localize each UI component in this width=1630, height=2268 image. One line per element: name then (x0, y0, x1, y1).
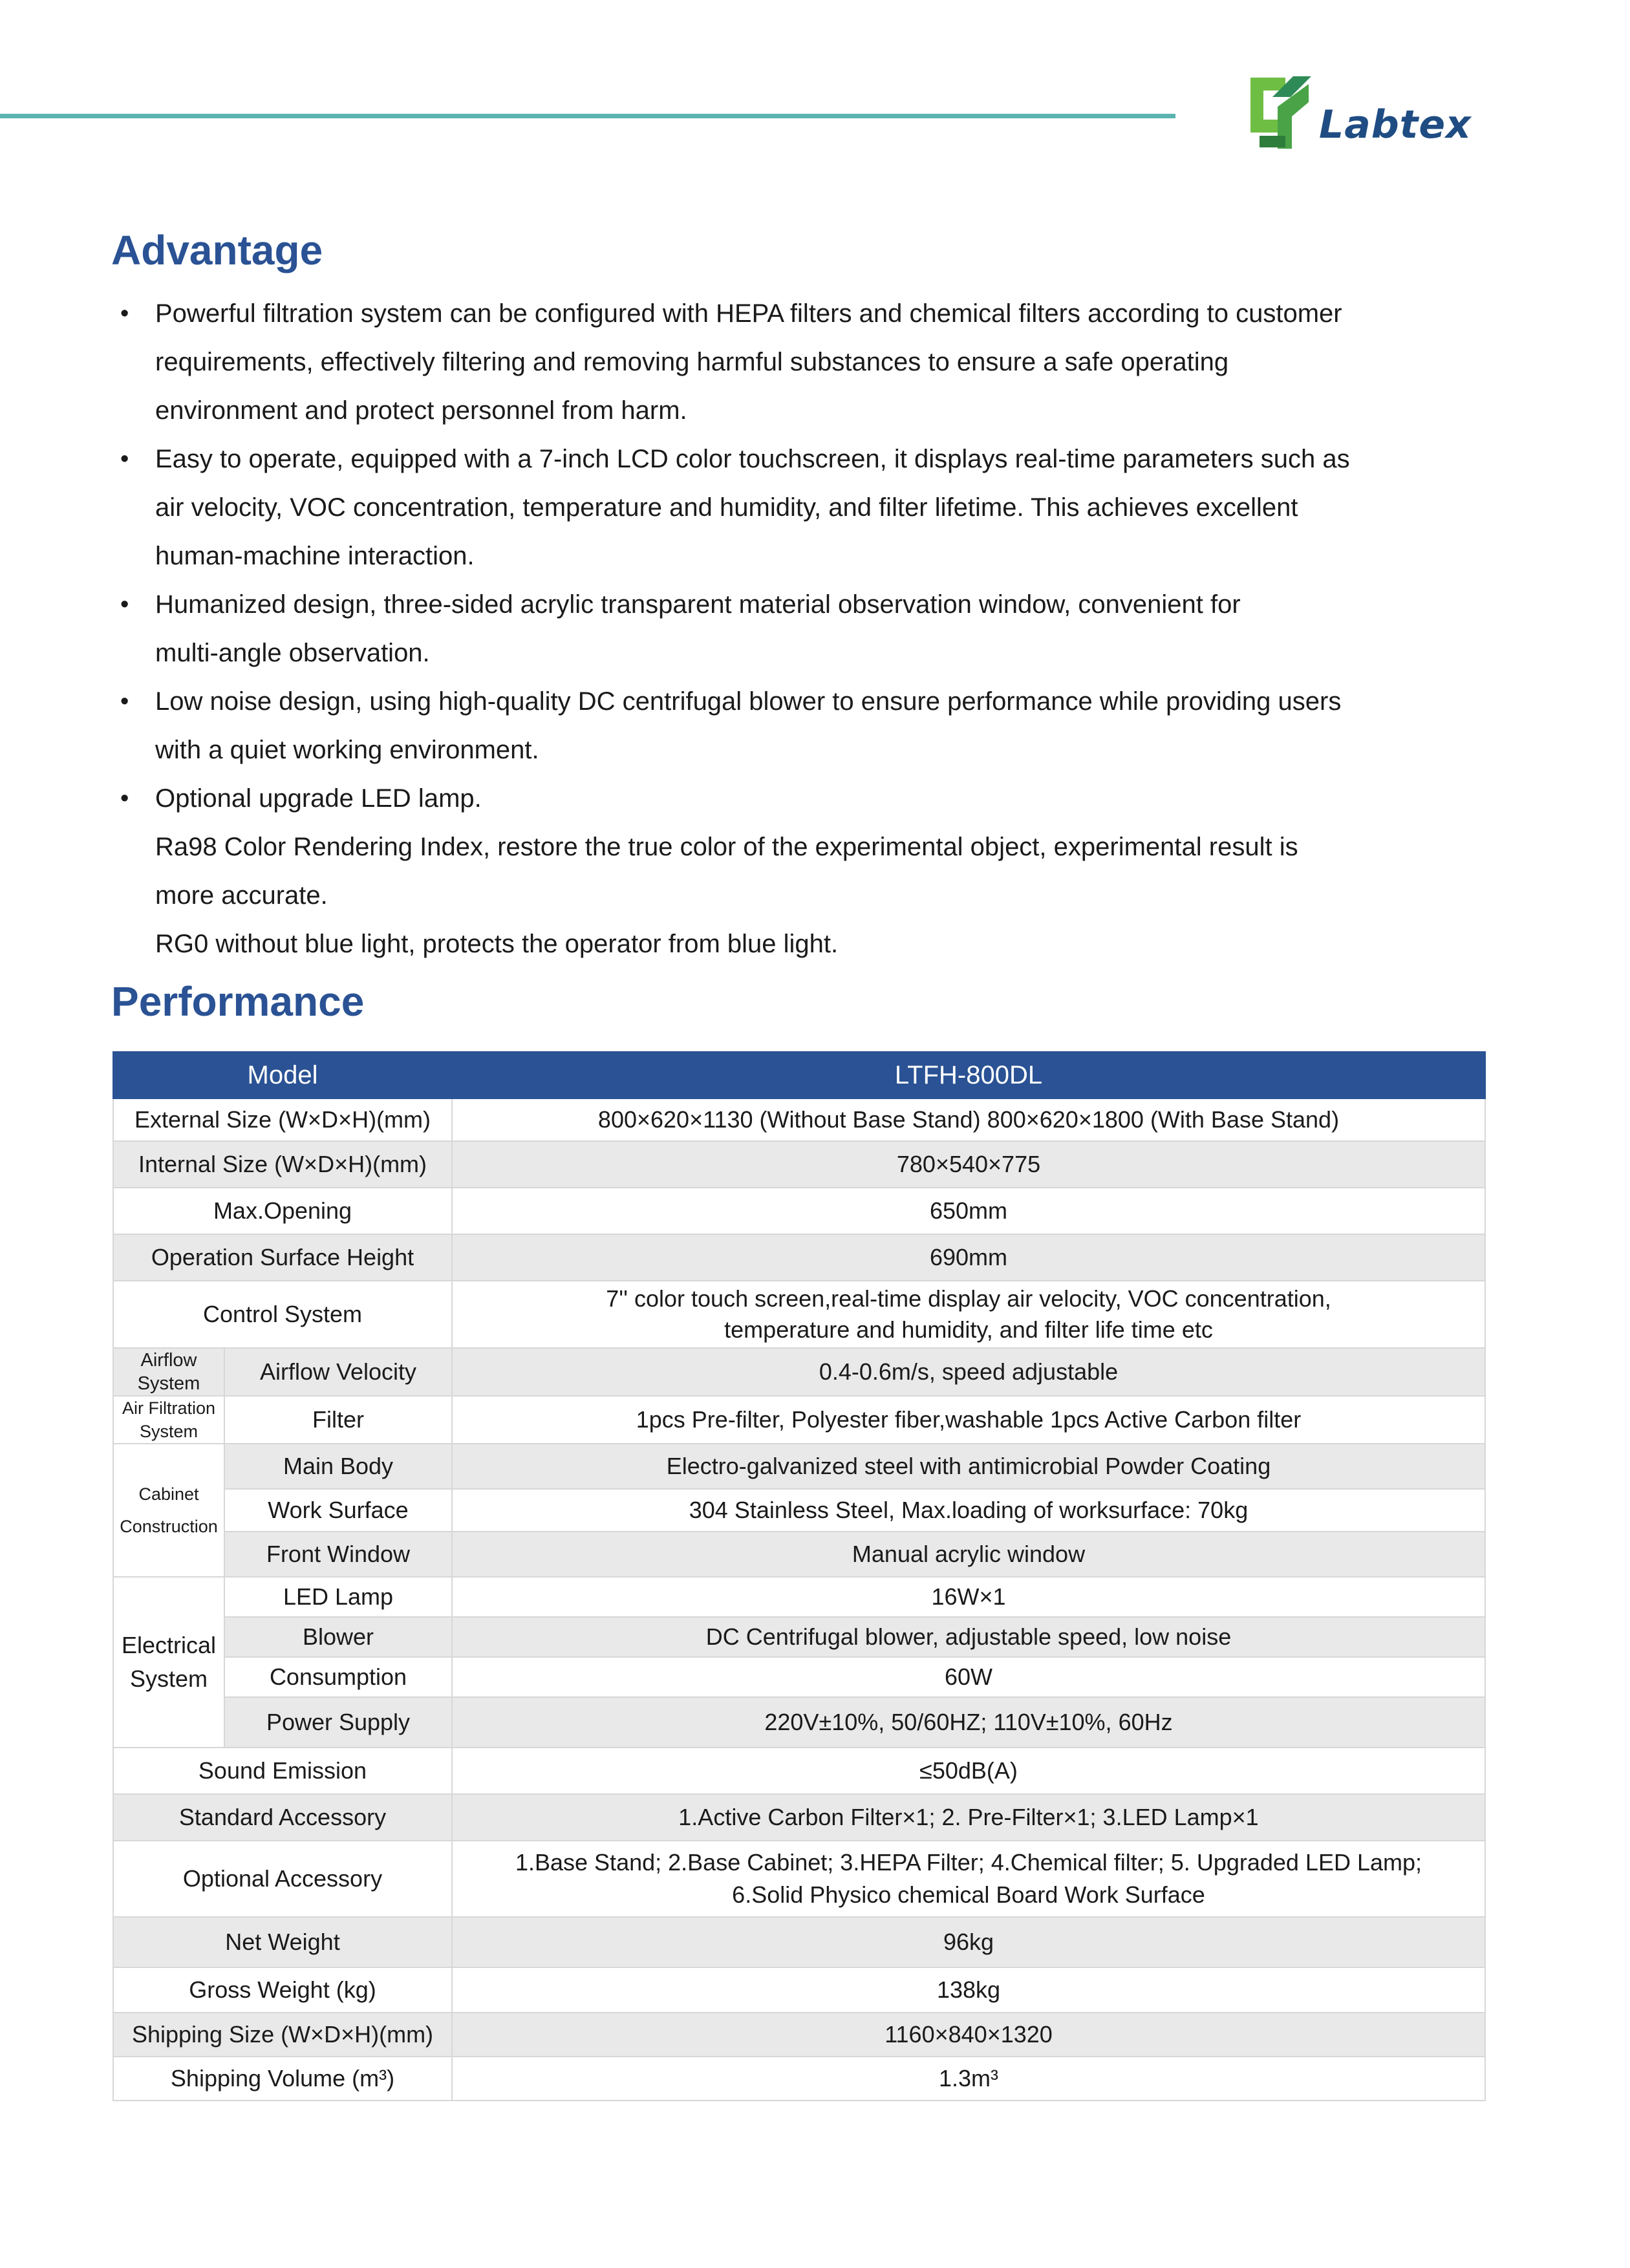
row-label: Filter (224, 1396, 452, 1444)
list-item: • Humanized design, three-sided acrylic transparent material observation window, convenient for (111, 581, 1501, 629)
row-value: 1pcs Pre-filter, Polyester fiber,washable 1pcs Active Carbon filter (452, 1396, 1485, 1444)
row-value (452, 1841, 1485, 1917)
row-value: 16W×1 (452, 1577, 1485, 1617)
row-value: 800×620×1130 (Without Base Stand) 800×620×1800 (With Base Stand) (452, 1098, 1485, 1141)
list-item-continuation: Ra98 Color Rendering Index, restore the true color of the experimental object, experimental result is (155, 833, 1298, 861)
row-value: 304 Stainless Steel, Max.loading of worksurface: 70kg (452, 1489, 1485, 1532)
row-label: Main Body (224, 1444, 452, 1489)
row-label: Control System (113, 1281, 452, 1348)
row-group-label: Air Filtration System (113, 1396, 224, 1444)
row-value: 96kg (452, 1917, 1485, 1967)
row-label: Consumption (224, 1657, 452, 1697)
list-item-continuation: more accurate. (155, 881, 328, 910)
row-value: 780×540×775 (452, 1141, 1485, 1188)
table-row (113, 1188, 1485, 1234)
column-header-model: Model (113, 1052, 452, 1098)
row-value: 1.3m³ (452, 2057, 1485, 2101)
row-label: Max.Opening (113, 1188, 452, 1234)
row-label: Blower (224, 1617, 452, 1657)
row-label: External Size (W×D×H)(mm) (113, 1098, 452, 1141)
row-label: Shipping Size (W×D×H)(mm) (113, 2013, 452, 2057)
row-label: Operation Surface Height (113, 1234, 452, 1281)
table-row (113, 1657, 1485, 1697)
column-header-model-value: LTFH-800DL (452, 1052, 1485, 1098)
row-label: Power Supply (224, 1697, 452, 1748)
row-label: Sound Emission (113, 1748, 452, 1794)
advantage-list (111, 290, 1501, 968)
list-item: • Easy to operate, equipped with a 7-inch LCD color touchscreen, it displays real-time parameters such as (111, 435, 1501, 484)
bullet-icon: • (120, 785, 129, 812)
row-label: Airflow Velocity (224, 1348, 452, 1396)
table-row (113, 1917, 1485, 1967)
row-value: 0.4-0.6m/s, speed adjustable (452, 1348, 1485, 1396)
table-row (113, 1748, 1485, 1794)
row-group-label: Electrical System (113, 1577, 224, 1748)
row-value: 690mm (452, 1234, 1485, 1281)
list-item-continuation: with a quiet working environment. (155, 736, 539, 764)
table-row (113, 1577, 1485, 1617)
row-value-line: 6.Solid Physico chemical Board Work Surface (732, 1881, 1205, 1908)
table-row (113, 1967, 1485, 2013)
list-item-continuation: requirements, effectively filtering and removing harmful substances to ensure a safe operating (155, 348, 1229, 376)
bullet-icon: • (120, 445, 129, 473)
row-value: 650mm (452, 1188, 1485, 1234)
table-row (113, 1489, 1485, 1532)
bullet-icon: • (120, 688, 129, 715)
performance-table (113, 1051, 1486, 2101)
row-label: Front Window (224, 1532, 452, 1577)
row-value: 138kg (452, 1967, 1485, 2013)
row-value: 1.Active Carbon Filter×1; 2. Pre-Filter×1; 3.LED Lamp×1 (452, 1794, 1485, 1841)
row-label: Optional Accessory (113, 1841, 452, 1917)
row-label: Work Surface (224, 1489, 452, 1532)
list-item-continuation: air velocity, VOC concentration, temperature and humidity, and filter lifetime. This achieves excellent (155, 493, 1298, 522)
table-row (113, 2013, 1485, 2057)
table-row (113, 1794, 1485, 1841)
advantage-heading: Advantage (111, 227, 323, 273)
performance-heading: Performance (111, 978, 365, 1025)
row-value: ≤50dB(A) (452, 1748, 1485, 1794)
list-item: • Optional upgrade LED lamp. (111, 775, 1501, 823)
row-label: Net Weight (113, 1917, 452, 1967)
bullet-icon: • (120, 591, 129, 618)
table-row (113, 1532, 1485, 1577)
list-item-continuation: environment and protect personnel from harm. (155, 396, 687, 425)
list-item-continuation: multi-angle observation. (155, 639, 430, 667)
table-row (113, 1281, 1485, 1348)
row-value-line: temperature and humidity, and filter life time etc (724, 1316, 1213, 1343)
row-value: Manual acrylic window (452, 1532, 1485, 1577)
row-label: LED Lamp (224, 1577, 452, 1617)
bullet-icon: • (120, 300, 129, 327)
row-value-line: 7'' color touch screen,real-time display air velocity, VOC concentration, (606, 1285, 1331, 1312)
row-value: 220V±10%, 50/60HZ; 110V±10%, 60Hz (452, 1697, 1485, 1748)
row-value: 60W (452, 1657, 1485, 1697)
row-label: Internal Size (W×D×H)(mm) (113, 1141, 452, 1188)
row-value: 1160×840×1320 (452, 2013, 1485, 2057)
table-row (113, 2057, 1485, 2101)
table-row (113, 1141, 1485, 1188)
table-row (113, 1444, 1485, 1489)
table-row (113, 1348, 1485, 1396)
row-label: Standard Accessory (113, 1794, 452, 1841)
table-header-row (113, 1052, 1485, 1098)
table-row (113, 1617, 1485, 1657)
table-row (113, 1396, 1485, 1444)
row-value: DC Centrifugal blower, adjustable speed, low noise (452, 1617, 1485, 1657)
brand-name: Labtex (1319, 102, 1472, 147)
table-row (113, 1098, 1485, 1141)
list-item: • Low noise design, using high-quality DC centrifugal blower to ensure performance while providing users (111, 678, 1501, 726)
row-label: Shipping Volume (m³) (113, 2057, 452, 2101)
table-row (113, 1841, 1485, 1917)
row-group-label: Cabinet Construction (113, 1444, 224, 1577)
row-value-line: 1.Base Stand; 2.Base Cabinet; 3.HEPA Filter; 4.Chemical filter; 5. Upgraded LED Lamp; (515, 1849, 1422, 1876)
row-value: Electro-galvanized steel with antimicrobial Powder Coating (452, 1444, 1485, 1489)
list-item-continuation: human-machine interaction. (155, 542, 475, 570)
list-item-continuation: RG0 without blue light, protects the operator from blue light. (155, 930, 839, 958)
row-value (452, 1281, 1485, 1348)
row-group-label: Airflow System (113, 1348, 224, 1396)
table-row (113, 1697, 1485, 1748)
header-accent-rule (0, 114, 1175, 118)
list-item: • Powerful filtration system can be configured with HEPA filters and chemical filters according to customer (111, 290, 1501, 338)
row-label: Gross Weight (kg) (113, 1967, 452, 2013)
table-row (113, 1234, 1485, 1281)
